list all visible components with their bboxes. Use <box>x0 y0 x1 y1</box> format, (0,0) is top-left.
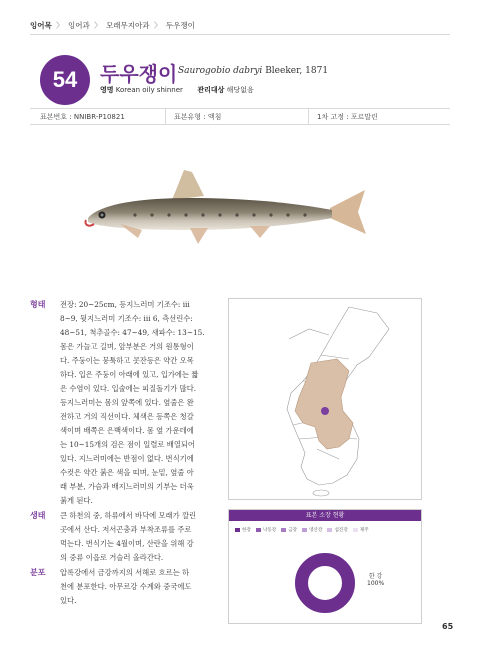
section-line: 전장: 20~25cm, 등지느러미 기조수: iii <box>60 300 190 309</box>
management-label: 관리대상 <box>197 86 225 94</box>
breadcrumb-sep: 〉 <box>153 21 162 30</box>
english-name: Korean oily shinner <box>115 86 183 94</box>
breadcrumb <box>30 20 195 31</box>
specimen-id: 표본번호 : NNIBR-P10821 <box>40 113 125 121</box>
map-distribution-area <box>295 359 353 449</box>
page-title: 두우쟁이 <box>100 62 178 86</box>
legend-label: 낙동강 <box>262 528 277 533</box>
section-line: 의 중류 이읍로 거슬러 올라간다. <box>60 553 164 562</box>
section-line: 은 수염이 있다. 입술에는 피질돌기가 많다. <box>60 384 197 393</box>
breadcrumb-sep: 〉 <box>94 21 102 30</box>
legend-label: 한강 <box>242 528 251 533</box>
section-line: 등지느러미는 몸의 앞쪽에 있다. 옆줄은 완 <box>60 398 194 407</box>
section-0 <box>30 298 215 508</box>
divider <box>165 109 166 124</box>
specimen-info-bar <box>30 108 450 125</box>
section-1 <box>30 509 215 565</box>
chart-title: 표본 소장 현황 <box>229 510 421 521</box>
section-label: 생태 <box>30 511 46 520</box>
section-line: 몸은 가늘고 길며, 앞부분은 거의 원통형이 <box>60 342 194 351</box>
breadcrumb-subfamily: 모래무지아과 <box>106 21 150 30</box>
distribution-map <box>228 298 422 500</box>
section-line: 붉게 된다. <box>60 496 93 505</box>
section-line: 8~9, 뒷지느러미 기조수: iii 6, 측선린수: <box>60 314 193 323</box>
section-line: 있다. 지느러미에는 반점이 없다. 번식기에 <box>60 454 194 463</box>
management-value: 해당없음 <box>226 86 254 94</box>
section-2 <box>30 566 215 608</box>
breadcrumb-species: 두우쟁이 <box>165 21 195 30</box>
section-line: 수컷은 약간 붉은 색을 띠며, 눈밑, 옆줄 아 <box>60 468 194 477</box>
section-line: 48~51, 척추골수: 47~49, 새파수: 13~15. <box>60 328 205 337</box>
pie-slice-percent: 100% <box>367 580 385 587</box>
section-line: 래 부분, 가슴과 배지느러미의 기부는 더욱 <box>60 482 194 491</box>
section-line: 큰 하천의 중, 하류에서 바닥에 모래가 깔린 <box>60 511 197 520</box>
fish-photo <box>80 160 370 270</box>
section-line: 천에 분포한다. 아무르강 수계와 중국에도 <box>60 582 192 591</box>
english-name-label: 영명 <box>100 86 114 94</box>
section-line: 색이며 배쪽은 은백색이다. 몸 옆 가운데에 <box>60 426 194 435</box>
section-label: 형태 <box>30 300 46 309</box>
pie-chart <box>229 521 421 621</box>
legend-label: 섬진강 <box>334 528 348 533</box>
scientific-name-author: Bleeker, 1871 <box>265 66 329 76</box>
specimen-type: 표본유형 : 액침 <box>174 113 222 121</box>
section-line: 는 10~15개의 검은 점이 일렬로 배열되어 <box>60 440 195 449</box>
header-divider <box>30 34 450 35</box>
section-line: 압록강에서 금강까지의 서해로 흐르는 하 <box>60 568 190 577</box>
divider <box>308 109 309 124</box>
legend-label: 제주 <box>359 528 369 533</box>
page-number: 65 <box>442 622 454 631</box>
specimen-fixation: 1차 고정 : 포르말린 <box>317 113 378 121</box>
species-description <box>30 298 215 609</box>
breadcrumb-family: 잉어과 <box>68 21 90 30</box>
pie-slice-한강 <box>302 560 349 607</box>
breadcrumb-order: 잉어목 <box>30 21 52 30</box>
breadcrumb-sep: 〉 <box>56 21 64 30</box>
scientific-name <box>178 66 328 76</box>
legend-label: 영산강 <box>309 528 323 533</box>
common-name-row <box>100 85 254 95</box>
section-line: 다. 주둥이는 뭉툭하고 콧잔등은 약간 오목 <box>60 356 194 365</box>
map-sample-point <box>321 407 329 415</box>
pie-slice-name: 한 강 <box>368 573 383 580</box>
pie-slice-label <box>367 573 384 587</box>
section-line: 먹는다. 번식기는 4월이며, 산란을 위해 강 <box>60 539 194 548</box>
section-line: 있다. <box>60 596 77 605</box>
section-line: 전하고 거의 직선이다. 체색은 등쪽은 청갈 <box>60 412 194 421</box>
species-number-badge: 54 <box>40 55 90 105</box>
specimen-collection-chart <box>228 509 422 624</box>
scientific-name-binomial: Saurogobio dabryi <box>178 66 263 76</box>
section-line: 하다. 입은 주둥이 아래에 있고, 입가에는 짧 <box>60 370 199 379</box>
legend-label: 금강 <box>288 528 298 533</box>
section-line: 곳에서 산다. 저서곤충과 부착조류를 주로 <box>60 525 192 534</box>
section-label: 분포 <box>30 568 46 577</box>
